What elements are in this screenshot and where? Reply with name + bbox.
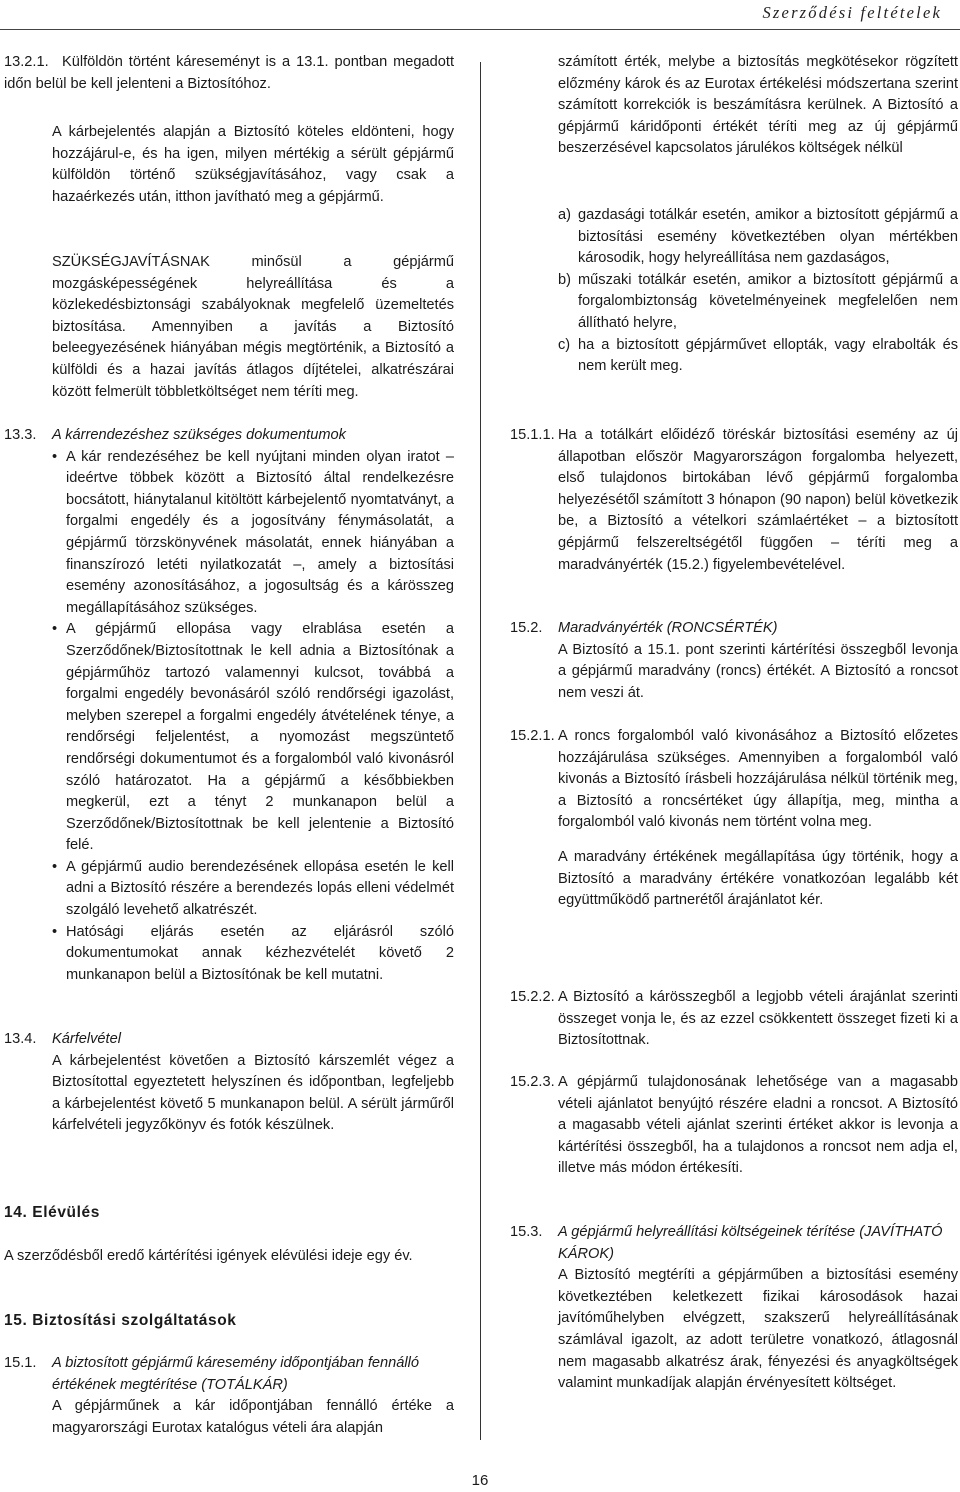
section-text: A gépjármű tulajdonosának lehetősége van a magasabb vételi ajánlatot benyújtó részére eladni a roncsot. A Biztosító a magasabb vételi ajánlat szerinti értéket akkor is levonja a kártérítési összegből, ha a tulajdonos a roncsot nem adja el, illetve más módon értékesíti.	[558, 1074, 958, 1177]
section-text: A Biztosító a 15.1. pont szerinti kártérítési összegből levonja a gépjármű maradvány (roncs) értékét. A Biztosító a roncsot nem veszi át.	[558, 641, 958, 701]
list-text: gazdasági totálkár esetén, amikor a biztosított gépjármű a biztosítási esemény következtében olyan mértékben károsodik, hogy helyreállítása nem gazdaságos,	[578, 207, 958, 267]
section-15-2-1	[510, 726, 958, 912]
header-rule	[0, 29, 960, 30]
list-item: • A gépjármű ellopása vagy elrablása esetén a Szerződőnek/Biztosítottnak le kell adnia a Biztosítónak a gépjárműhöz tartozó valamennyi kulcsot, továbbá a forgalmi engedély bevonásáról szóló rendőrségi igazolást, melyben szerepel a forgalmi engedély átvételének ténye, a rendőrségi feljelentést, a nyomozást megszüntető rendőrségi dokumentumot és a forgalomból való kivonásról szóló határozatot. Ha a gépjármű a későbbiekben megkerül, ezt a tényt 2 munkanapon belül a Szerződőnek/Biztosítottnak be kell jelentenie a Biztosító felé.	[52, 619, 454, 857]
section-text: A Biztosító megtéríti a gépjárműben a biztosítási esemény következtében keletkezett fizikai károsodások hazai javítóműhelyben elvégzett, szakszerű helyreállításának számlával igazolt, az adott területre vonatkozó, átlagosnál nem magasabb alkatrész árak, fényezési és anyagköltségek valamint munkadíjak alapján érvényesített költséget.	[558, 1267, 958, 1392]
page-number: 16	[471, 1472, 489, 1489]
paragraph: számított érték, melybe a biztosítás megkötésekor rögzített előzmény károk és az Eurotax értékelési módszertana szerint számított korrekciók is beszámításra kerülnek. A Biztosító a gépjármű káridőponti értékét téríti meg az új gépjármű beszerzésével kapcsolatos járulékos költségek nélkül	[558, 54, 958, 157]
heading-14: 14. Elévülés	[4, 1204, 100, 1221]
section-title: A gépjármű helyreállítási költségeinek térítése (JAVÍTHATÓ KÁROK)	[558, 1224, 943, 1262]
section-15-3	[510, 1222, 958, 1395]
section-15-2	[510, 618, 958, 704]
section-text: A gépjárműnek a kár időpontjában fennálló értéke a magyarországi Eurotax katalógus vételi ára alapján	[52, 1398, 454, 1436]
list-item	[558, 205, 958, 270]
section-text: A kárbejelentést követően a Biztosító kárszemlét végez a Biztosítottal egyeztetett helyszínen és időpontban, legfeljebb a kárbejelentést követő 5 munkanapon belül. A sérült járműről kárfelvételi jegyzőkönyv és fotók készülnek.	[52, 1052, 454, 1134]
section-number: 15.2.3.	[510, 1074, 555, 1090]
section-number: 15.3.	[510, 1224, 543, 1240]
section-15-2-3	[510, 1072, 958, 1180]
column-divider	[480, 62, 481, 1440]
section-13-2-1	[4, 52, 454, 95]
list-label: c)	[558, 336, 571, 353]
section-15-2-2	[510, 987, 958, 1052]
list-item: • Hatósági eljárás esetén az eljárásról szóló dokumentumokat annak kézhezvételét követő 2 munkanapon belül a Biztosítónak be kell mutatni.	[52, 922, 454, 987]
section-13-4	[4, 1029, 454, 1137]
section-text: A roncs forgalomból való kivonásához a Biztosító előzetes hozzájárulása szükséges. Amennyiben a forgalomból való kivonás a Biztosító írásbeli hozzájárulása nélkül történik meg, a Biztosító a roncsértéket úgy állapítja, meg, mintha a forgalomból való kivonás nem történt volna meg.	[558, 728, 958, 831]
section-title: Maradványérték (RONCSÉRTÉK)	[558, 620, 778, 636]
section-number: 15.1.	[4, 1355, 37, 1371]
list-label: b)	[558, 271, 571, 288]
section-number: 15.1.1.	[510, 427, 555, 443]
list-item: • A gépjármű audio berendezésének ellopása esetén le kell adni a Biztosító részére a berendezés lopás elleni védelmét szolgáló levehető alkatrészét.	[52, 857, 454, 922]
list-text: műszaki totálkár esetén, amikor a biztosított gépjármű a forgalombiztonság követelményeinek megfelelően nem állítható helyre,	[578, 271, 958, 331]
totalkar-list	[558, 205, 958, 378]
section-number: 13.2.1.	[4, 54, 49, 70]
list-item	[558, 335, 958, 378]
paragraph: A kárbejelentés alapján a Biztosító köteles eldönteni, hogy hozzájárul-e, és ha igen, milyen mértékig a sérült gépjármű külföldön történő szükségjavításához, vagy csak a hazaérkezés után, itthon javítható meg a gépjármű.	[52, 124, 454, 205]
section-title: Kárfelvétel	[52, 1031, 121, 1047]
section-number: 13.4.	[4, 1031, 37, 1047]
list-text: ha a biztosított gépjárművet ellopták, vagy elrabolták és nem került meg.	[578, 336, 958, 375]
section-text: A maradvány értékének megállapítása úgy történik, hogy a Biztosító a maradvány értékére vonatkozóan legalább két együttműködő partnerétől árajánlatot kér.	[558, 848, 958, 909]
section-15-1-1	[510, 425, 958, 576]
section-text: Külföldön történt káreseményt is a 13.1. pontban megadott időn belül be kell jelenteni a Biztosítóhoz.	[4, 54, 454, 92]
paragraph: SZÜKSÉGJAVÍTÁSNAK minősül a gépjármű mozgásképességének helyreállítása és a közlekedésbiztonsági szabályoknak megfelelő üzemeltetés biztosítása. Amennyiben a javítás a Biztosító beleegyezésének hiányában mégis megtörténik, a Biztosító a külföldi és a hazai javítás átlagos díjtételei, alkatrészárai között felmerült többletköltséget nem téríti meg.	[52, 254, 454, 400]
section-text: A Biztosító a kárösszegből a legjobb vételi árajánlat szerinti összeget vonja le, és az ezzel csökkentett összeget fizeti ki a Biztosítottnak.	[558, 989, 958, 1049]
list-item: • A kár rendezéséhez be kell nyújtani minden olyan iratot – ideértve többek között a Biztosító által rendelkezésre bocsátott, hiánytalanul kitöltött kárbejelentő nyomtatványt, a forgalmi engedély és a jogosítvány fénymásolatát, a gépjármű törzskönyvének másolatát, ennek hiányában a finanszírozó letéti nyilatkozatát –, amely a biztosítási esemény azonosításához, a jogosultság és a kárösszeg megállapításához szükséges.	[52, 447, 454, 620]
section-number: 15.2.1.	[510, 728, 555, 744]
section-15-1	[4, 1353, 454, 1439]
paragraph: A szerződésből eredő kártérítési igények elévülési ideje egy év.	[4, 1248, 413, 1264]
section-13-3	[4, 425, 454, 986]
section-title: A biztosított gépjármű káresemény időpontjában fennálló értékének megtérítése (TOTÁLKÁR)	[52, 1355, 419, 1393]
section-title: A kárrendezéshez szükséges dokumentumok	[52, 427, 346, 443]
list-label: a)	[558, 207, 571, 223]
section-text: Ha a totálkárt előidéző töréskár biztosítási esemény az új állapotban először Magyarországon forgalomba helyezett, első tulajdonos birtokában lévő gépjármű forgalomba helyezésétől számított 3 hónapon (90 napon) belül következik be, a Biztosító a vételkori számlaértéket – a biztosított gépjármű felszereltségétől függően – téríti meg a maradványérték (15.2.) figyelembevételével.	[558, 427, 958, 573]
running-header: Szerződési feltételek	[762, 3, 942, 22]
section-number: 13.3.	[4, 427, 37, 443]
heading-15: 15. Biztosítási szolgáltatások	[4, 1312, 237, 1329]
section-number: 15.2.2.	[510, 989, 555, 1005]
list-item	[558, 270, 958, 335]
section-number: 15.2.	[510, 620, 543, 636]
